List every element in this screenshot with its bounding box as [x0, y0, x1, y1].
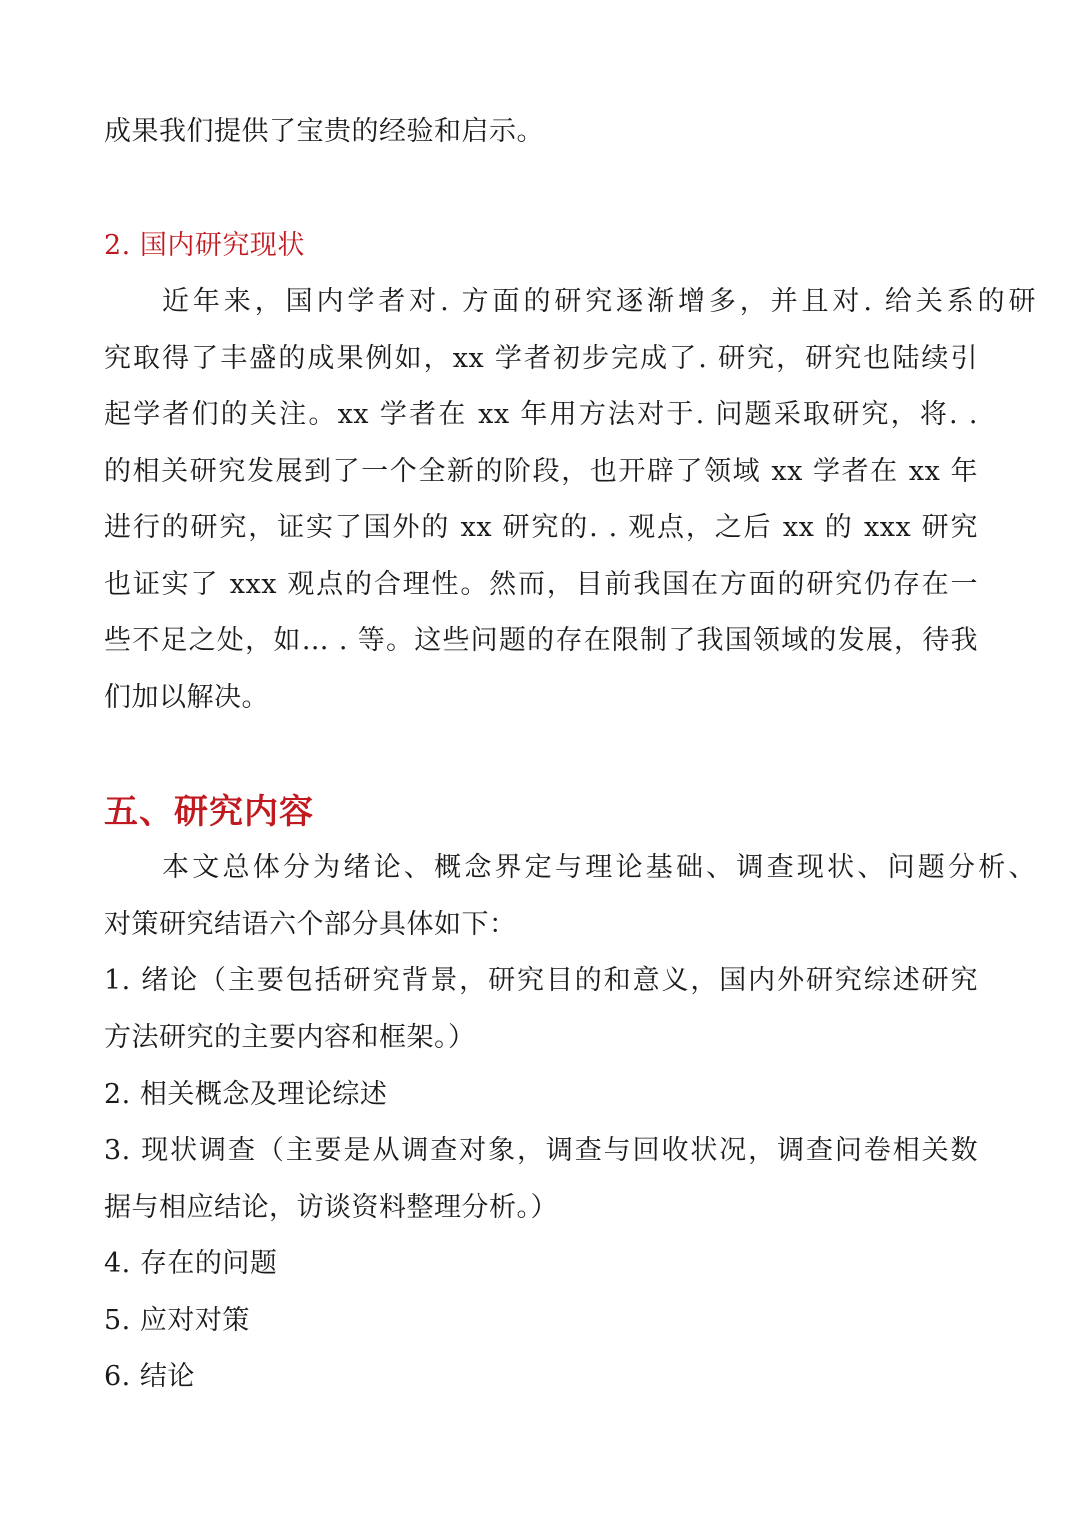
- paragraph-line: 成果我们提供了宝贵的经验和启示。: [104, 116, 544, 147]
- paragraph-line: 也证实了 xxx 观点的合理性。然而，目前我国在方面的研究仍存在一: [104, 569, 978, 600]
- paragraph-line: 的相关研究发展到了一个全新的阶段，也开辟了领域 xx 学者在 xx 年: [104, 456, 978, 487]
- section-title: 五、研究内容: [104, 792, 314, 832]
- paragraph-line: 些不足之处，如… . 等。这些问题的存在限制了我国领域的发展，待我: [104, 625, 978, 656]
- paragraph-line: 本文总体分为绪论、概念界定与理论基础、调查现状、问题分析、: [162, 852, 1036, 883]
- list-item-continuation: 方法研究的主要内容和框架。）: [104, 1022, 476, 1053]
- list-item: 1. 绪论（主要包括研究背景，研究目的和意义，国内外研究综述研究: [104, 965, 978, 996]
- paragraph-line: 起学者们的关注。xx 学者在 xx 年用方法对于. 问题采取研究，将. .: [104, 399, 978, 430]
- list-item: 6. 结论: [104, 1361, 195, 1392]
- list-item: 2. 相关概念及理论综述: [104, 1079, 388, 1110]
- paragraph-line: 近年来，国内学者对. 方面的研究逐渐增多，并且对. 给关系的研: [162, 286, 1036, 317]
- subsection-heading: 2. 国内研究现状: [104, 230, 305, 261]
- paragraph-line: 们加以解决。: [104, 682, 269, 713]
- list-item: 4. 存在的问题: [104, 1248, 278, 1279]
- list-item: 3. 现状调查（主要是从调查对象，调查与回收状况，调查问卷相关数: [104, 1135, 978, 1166]
- paragraph-line: 对策研究结语六个部分具体如下：: [104, 909, 517, 940]
- paragraph-line: 究取得了丰盛的成果例如，xx 学者初步完成了. 研究，研究也陆续引: [104, 343, 978, 374]
- list-item: 5. 应对对策: [104, 1305, 250, 1336]
- list-item-continuation: 据与相应结论，访谈资料整理分析。）: [104, 1192, 558, 1223]
- paragraph-line: 进行的研究，证实了国外的 xx 研究的. . 观点，之后 xx 的 xxx 研究: [104, 512, 978, 543]
